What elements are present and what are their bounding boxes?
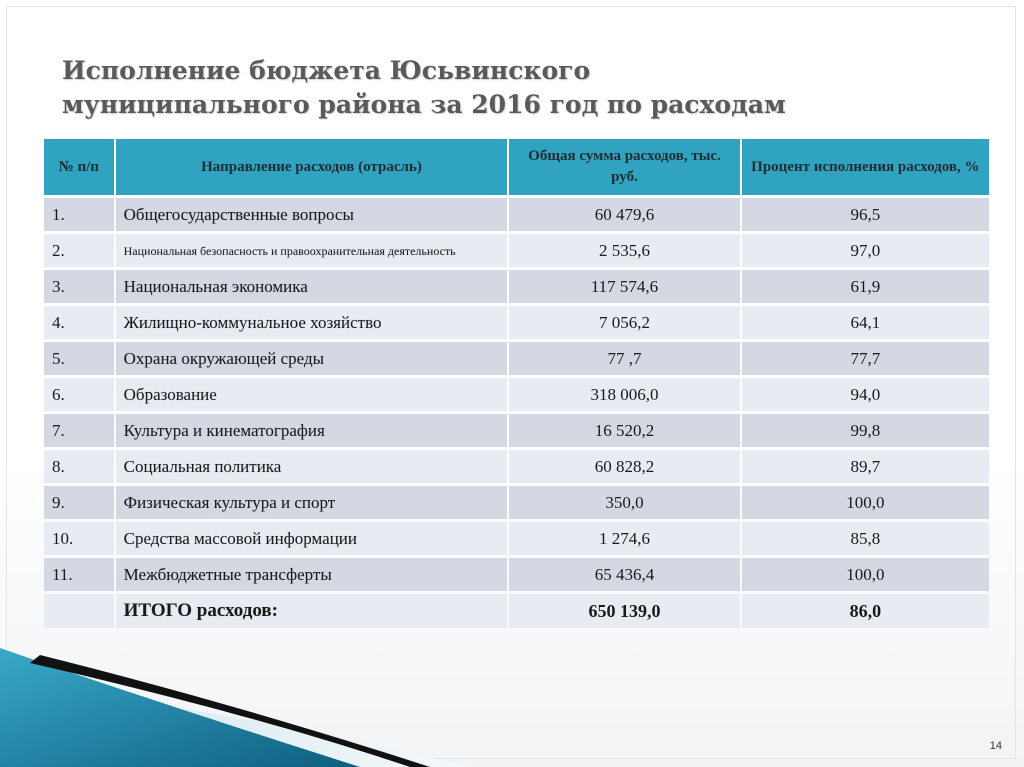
row-percent: 96,5: [742, 198, 989, 231]
row-name: Социальная политика: [116, 450, 508, 483]
table-row: [44, 414, 989, 447]
row-name: Национальная экономика: [116, 270, 508, 303]
header-direction: Направление расходов (отрасль): [116, 139, 508, 195]
table-total-row: [44, 594, 989, 628]
row-sum: 60 828,2: [509, 450, 739, 483]
row-sum: 1 274,6: [509, 522, 739, 555]
row-sum: 350,0: [509, 486, 739, 519]
row-sum: 77 ,7: [509, 342, 739, 375]
row-sum: 16 520,2: [509, 414, 739, 447]
table-row: [44, 522, 989, 555]
row-name: Общегосударственные вопросы: [116, 198, 508, 231]
row-sum: 60 479,6: [509, 198, 739, 231]
row-sum: 117 574,6: [509, 270, 739, 303]
table-row: [44, 234, 989, 267]
total-label: ИТОГО расходов:: [116, 594, 508, 628]
row-sum: 2 535,6: [509, 234, 739, 267]
row-number: 1.: [44, 198, 114, 231]
table-row: [44, 378, 989, 411]
total-number: [44, 594, 114, 628]
table-row: [44, 558, 989, 591]
row-number: 10.: [44, 522, 114, 555]
row-percent: 94,0: [742, 378, 989, 411]
row-name: Образование: [116, 378, 508, 411]
row-number: 8.: [44, 450, 114, 483]
budget-table: [42, 136, 991, 631]
row-name: Средства массовой информации: [116, 522, 508, 555]
row-name: Национальная безопасность и правоохранительная деятельность: [116, 234, 508, 267]
slide-title: [62, 54, 962, 122]
row-percent: 100,0: [742, 486, 989, 519]
header-number: № п/п: [44, 139, 114, 195]
row-percent: 77,7: [742, 342, 989, 375]
row-name: Жилищно-коммунальное хозяйство: [116, 306, 508, 339]
row-number: 11.: [44, 558, 114, 591]
table-row: [44, 306, 989, 339]
row-number: 2.: [44, 234, 114, 267]
row-number: 3.: [44, 270, 114, 303]
row-sum: 7 056,2: [509, 306, 739, 339]
row-number: 7.: [44, 414, 114, 447]
row-percent: 89,7: [742, 450, 989, 483]
table-row: [44, 270, 989, 303]
total-percent: 86,0: [742, 594, 989, 628]
table-row: [44, 486, 989, 519]
page-number: 14: [989, 740, 1002, 752]
row-sum: 318 006,0: [509, 378, 739, 411]
row-name: Охрана окружающей среды: [116, 342, 508, 375]
row-number: 9.: [44, 486, 114, 519]
table-row: [44, 342, 989, 375]
row-percent: 99,8: [742, 414, 989, 447]
row-number: 4.: [44, 306, 114, 339]
row-percent: 100,0: [742, 558, 989, 591]
table-header-row: [44, 139, 989, 195]
row-percent: 97,0: [742, 234, 989, 267]
total-sum: 650 139,0: [509, 594, 739, 628]
row-name: Культура и кинематография: [116, 414, 508, 447]
row-percent: 85,8: [742, 522, 989, 555]
row-number: 6.: [44, 378, 114, 411]
row-name: Межбюджетные трансферты: [116, 558, 508, 591]
header-total-sum: Общая сумма расходов, тыс. руб.: [509, 139, 739, 195]
slide-title-line-1: Исполнение бюджета Юсьвинского: [62, 56, 591, 85]
header-execution-percent: Процент исполнения расходов, %: [742, 139, 989, 195]
row-percent: 61,9: [742, 270, 989, 303]
slide-title-line-2: муниципального района за 2016 год по расходам: [62, 90, 786, 119]
row-name: Физическая культура и спорт: [116, 486, 508, 519]
row-percent: 64,1: [742, 306, 989, 339]
table-row: [44, 198, 989, 231]
table-row: [44, 450, 989, 483]
row-sum: 65 436,4: [509, 558, 739, 591]
row-number: 5.: [44, 342, 114, 375]
